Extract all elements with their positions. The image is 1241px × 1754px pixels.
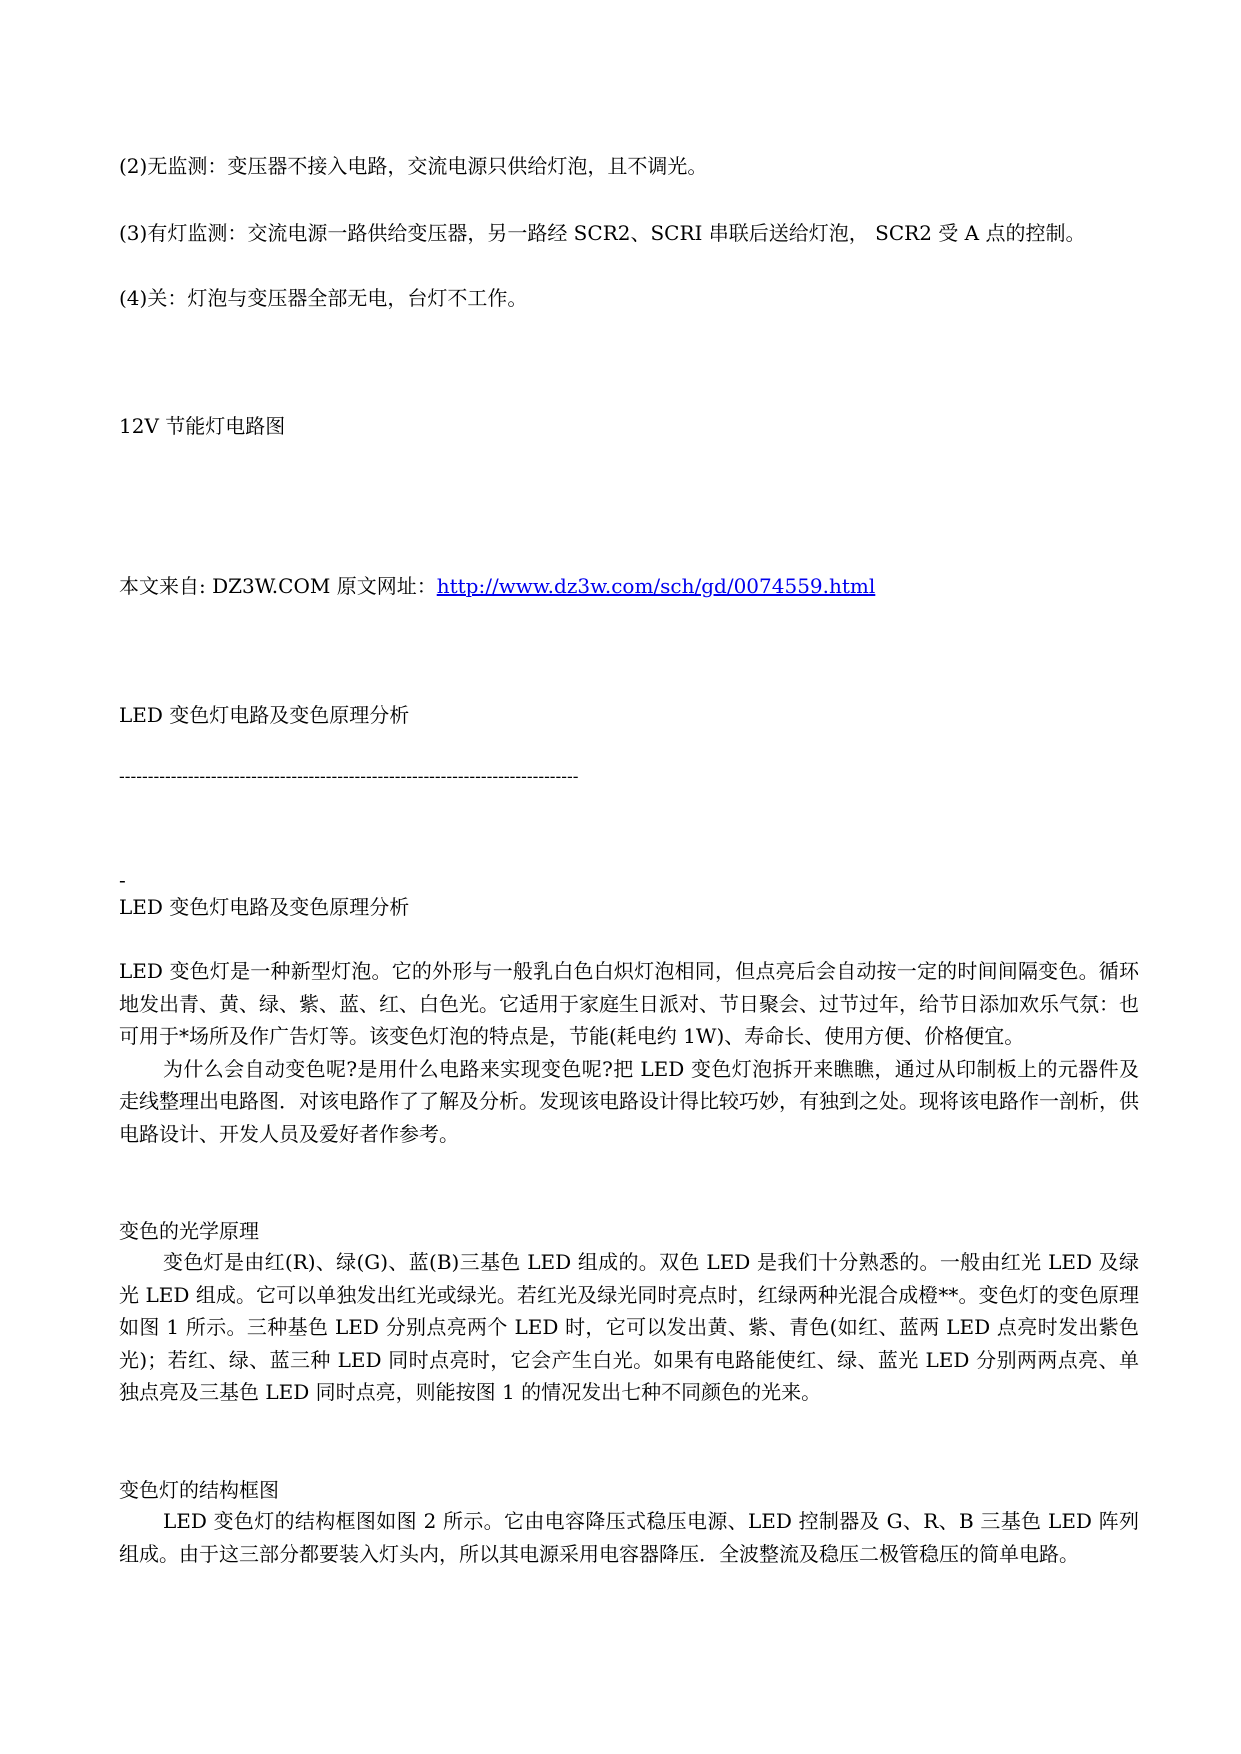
structure-paragraph: LED 变色灯的结构框图如图 2 所示。它由电容降压式稳压电源、LED 控制器及 G、R、B 三基色 LED 阵列组成。由于这三部分都要装入灯头内，所以其电源采用电容器降压．全波整流及稳压二极管稳压的简单电路。 (119, 1509, 1139, 1566)
source-url-link[interactable]: http://www.dz3w.com/sch/gd/0074559.html (436, 574, 876, 598)
heading-12v-circuit: 12V 节能灯电路图 (119, 414, 286, 438)
structure-section (119, 1505, 1139, 1570)
intro-paragraph-1: LED 变色灯是一种新型灯泡。它的外形与一般乳白色白炽灯泡相同，但点亮后会自动按一定的时间间隔变色。循环地发出青、黄、绿、紫、蓝、红、白色光。它适用于家庭生日派对、节日聚会、过节过年，给节日添加欢乐气氛：也可用于*场所及作广告灯等。该变色灯泡的特点是，节能(耗电约 1W)、寿命长、使用方便、价格便宜。 (119, 959, 1139, 1049)
source-line (119, 572, 875, 600)
source-prefix: 本文来自: DZ3W.COM 原文网址： (119, 574, 437, 598)
item-off: (4)关：灯泡与变压器全部无电，台灯不工作。 (119, 286, 528, 310)
led-title-second: LED 变色灯电路及变色原理分析 (119, 895, 410, 919)
divider-line: -------------------------------------------------------------------------------- (119, 767, 579, 787)
dash-mark: - (119, 868, 126, 892)
item-lamp-monitor: (3)有灯监测：交流电源一路供给变压器，另一路经 SCR2、SCRI 串联后送给灯泡， SCR2 受 A 点的控制。 (119, 221, 1086, 245)
led-title-top: LED 变色灯电路及变色原理分析 (119, 703, 410, 727)
optics-paragraph: 变色灯是由红(R)、绿(G)、蓝(B)三基色 LED 组成的。双色 LED 是我们十分熟悉的。一般由红光 LED 及绿光 LED 组成。它可以单独发出红光或绿光。若红光及绿光同时亮点时，红绿两种光混合成橙**。变色灯的变色原理如图 1 所示。三种基色 LED 分别点亮两个 LED 时，它可以发出黄、紫、青色(如红、蓝两 LED 点亮时发出紫色光)；若红、绿、蓝三种 LED 同时点亮时，它会产生白光。如果有电路能使红、绿、蓝光 LED 分别两两点亮、单独点亮及三基色 LED 同时点亮，则能按图 1 的情况发出七种不同颜色的光来。 (119, 1250, 1139, 1405)
intro-section (119, 955, 1139, 1151)
item-no-monitor: (2)无监测：变压器不接入电路，交流电源只供给灯泡，且不调光。 (119, 154, 708, 178)
optics-heading: 变色的光学原理 (119, 1219, 259, 1243)
intro-paragraph-2: 为什么会自动变色呢?是用什么电路来实现变色呢?把 LED 变色灯泡拆开来瞧瞧，通过从印制板上的元器件及走线整理出电路图．对该电路作了了解及分析。发现该电路设计得比较巧妙，有独到之处。现将该电路作一剖析，供电路设计、开发人员及爱好者作参考。 (119, 1056, 1139, 1146)
optics-section (119, 1246, 1139, 1409)
structure-heading: 变色灯的结构框图 (119, 1478, 279, 1502)
